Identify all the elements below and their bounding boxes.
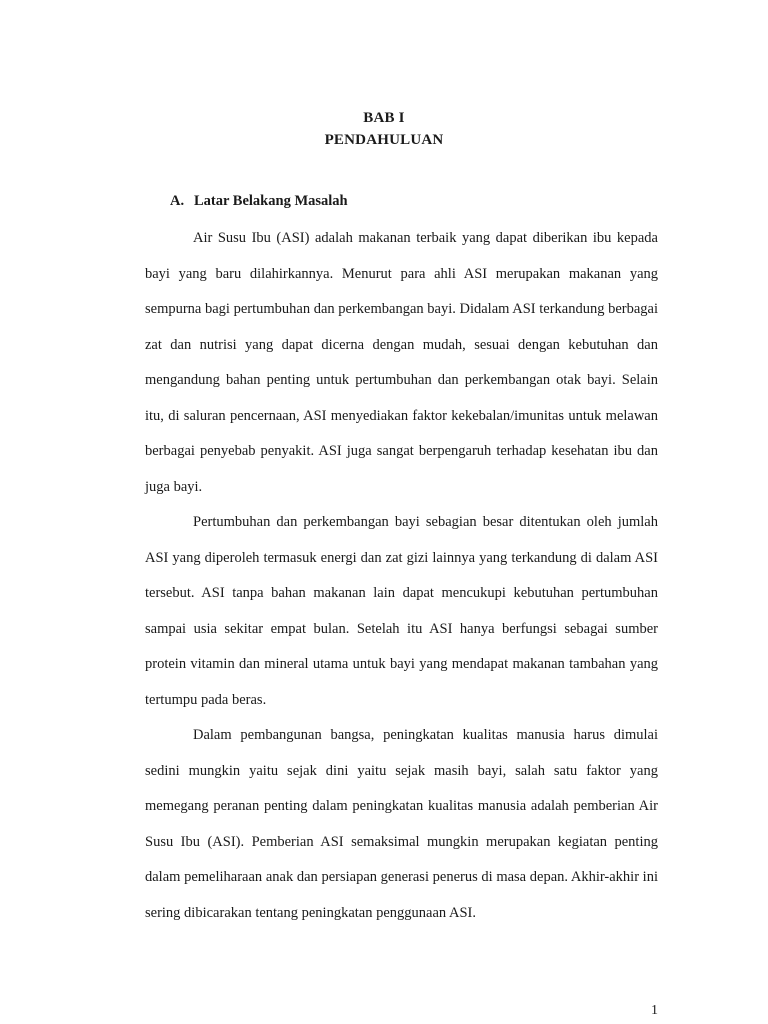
body-text bbox=[145, 221, 658, 931]
chapter-number: BAB I bbox=[363, 110, 405, 126]
section-letter: A. bbox=[170, 193, 185, 209]
paragraph-3: Dalam pembangunan bangsa, peningkatan kualitas manusia harus dimulai sedini mungkin yaitu sejak dini yaitu sejak masih bayi, salah satu faktor yang memegang peranan penting dalam peningkatan kualitas manusia adalah pemberian Air Susu Ibu (ASI). Pemberian ASI semaksimal mungkin merupakan kegiatan penting dalam pemeliharaan anak dan persiapan generasi penerus di masa depan. Akhir-akhir ini sering dibicarakan tentang peningkatan penggunaan ASI. bbox=[145, 727, 658, 921]
page-number: 1 bbox=[651, 1003, 658, 1018]
paragraph-2: Pertumbuhan dan perkembangan bayi sebagian besar ditentukan oleh jumlah ASI yang diperoleh termasuk energi dan zat gizi lainnya yang terkandung di dalam ASI tersebut. ASI tanpa bahan makanan lain dapat mencukupi kebutuhan pertumbuhan sampai usia sekitar empat bulan. Setelah itu ASI hanya berfungsi sebagai sumber protein vitamin dan mineral utama untuk bayi yang mendapat makanan tambahan yang tertumpu pada beras. bbox=[145, 514, 658, 708]
section-title: Latar Belakang Masalah bbox=[194, 193, 348, 209]
section-heading bbox=[170, 193, 348, 210]
paragraph-1: Air Susu Ibu (ASI) adalah makanan terbaik yang dapat diberikan ibu kepada bayi yang baru dilahirkannya. Menurut para ahli ASI merupakan makanan yang sempurna bagi pertumbuhan dan perkembangan bayi. Didalam ASI terkandung berbagai zat dan nutrisi yang dapat dicerna dengan mudah, sesuai dengan kebutuhan dan mengandung bahan penting untuk pertumbuhan dan perkembangan otak bayi. Selain itu, di saluran pencernaan, ASI menyediakan faktor kekebalan/imunitas untuk melawan berbagai penyebab penyakit. ASI juga sangat berpengaruh terhadap kesehatan ibu dan juga bayi. bbox=[145, 230, 658, 495]
chapter-title: PENDAHULUAN bbox=[324, 132, 444, 148]
